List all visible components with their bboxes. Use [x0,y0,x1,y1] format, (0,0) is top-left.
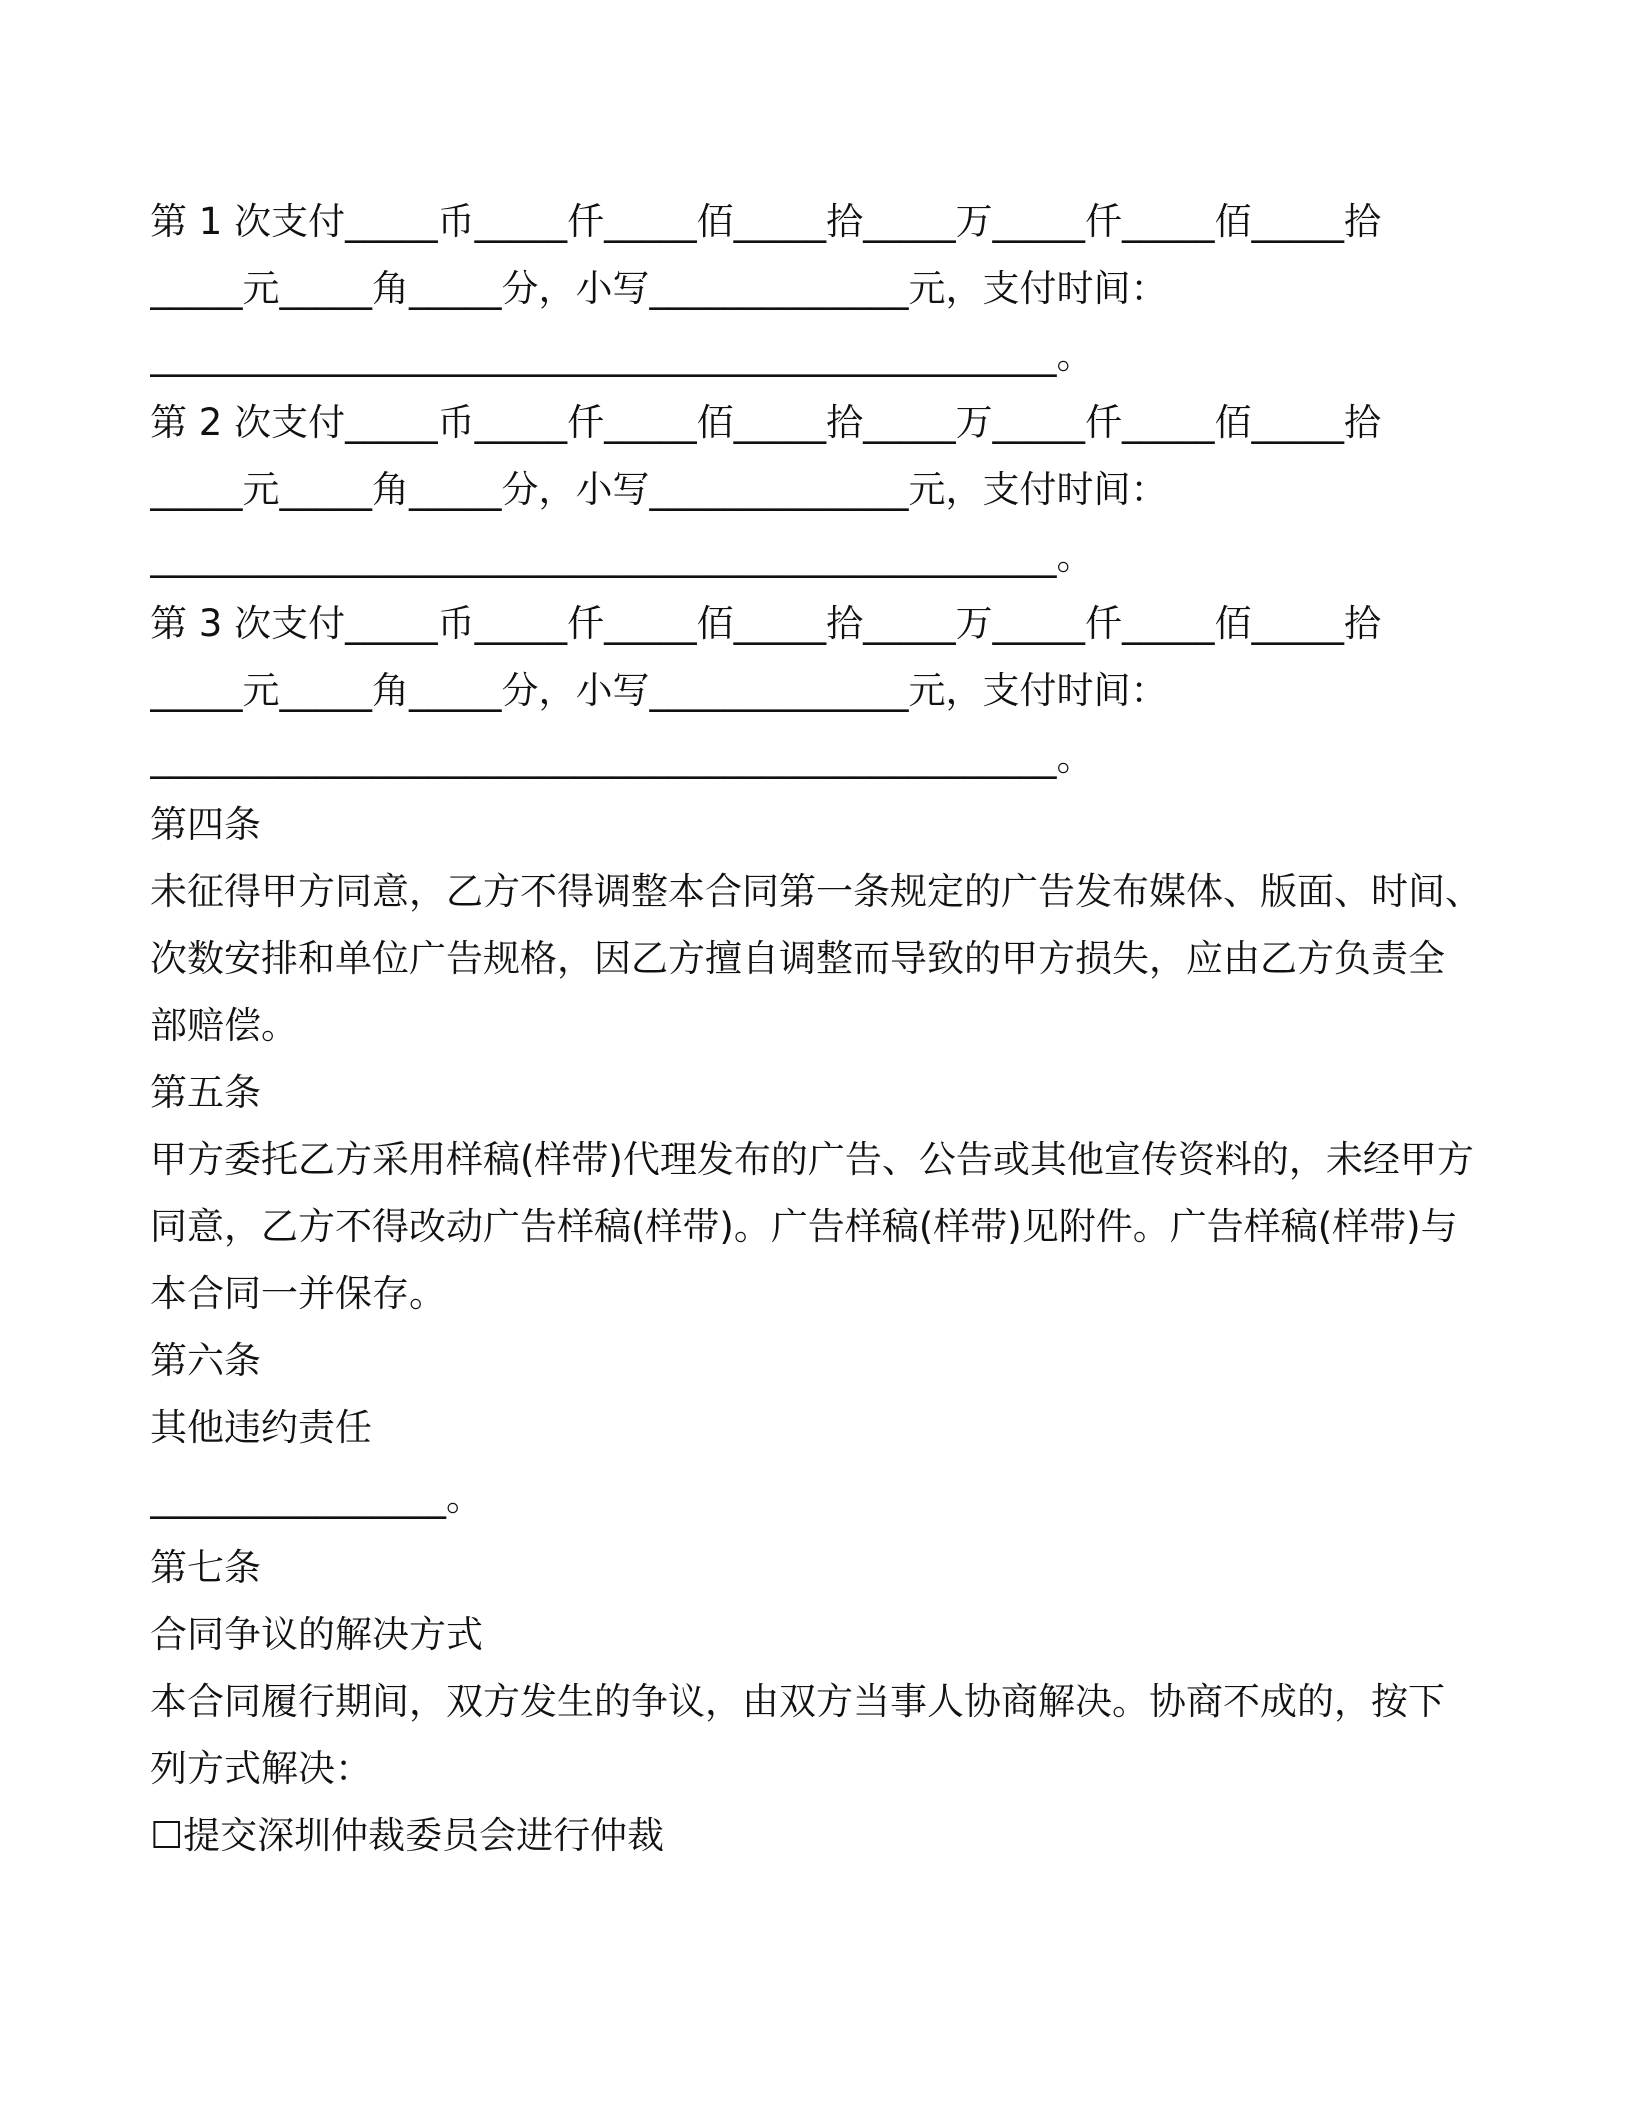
article-4 [150,791,1490,1059]
payment-2-small-amount-line: _____元_____角_____分，小写______________元，支付时间： [150,468,1168,511]
article-7-text-line-2: 列方式解决： [150,1747,372,1790]
article-7-text-line-1: 本合同履行期间，双方发生的争议，由双方当事人协商解决。协商不成的，按下 [150,1680,1445,1723]
article-6 [150,1327,1490,1534]
article-6-heading: 第六条 [150,1339,261,1382]
article-7-option-arbitration: ☐提交深圳仲裁委员会进行仲裁 [150,1814,665,1857]
payment-3 [150,590,1490,791]
article-5-text-line-1: 甲方委托乙方采用样稿(样带)代理发布的广告、公告或其他宣传资料的，未经甲方 [150,1138,1474,1181]
article-5-text-line-2: 同意，乙方不得改动广告样稿(样带)。广告样稿(样带)见附件。广告样稿(样带)与 [150,1205,1458,1248]
article-5-heading: 第五条 [150,1071,261,1114]
payment-3-amount-line: 第 3 次支付_____币_____仟_____佰_____拾_____万_____仟_____佰_____拾 [150,602,1382,645]
payment-3-small-amount-line: _____元_____角_____分，小写______________元，支付时间： [150,669,1168,712]
payment-2 [150,389,1490,590]
article-7-heading: 第七条 [150,1546,261,1589]
payment-2-amount-line: 第 2 次支付_____币_____仟_____佰_____拾_____万_____仟_____佰_____拾 [150,401,1382,444]
payment-1-small-amount-line: _____元_____角_____分，小写______________元，支付时间： [150,267,1168,310]
payment-1-amount-line: 第 1 次支付_____币_____仟_____佰_____拾_____万_____仟_____佰_____拾 [150,200,1382,243]
payment-3-time-line: _________________________________________________。 [150,736,1094,779]
article-7-title: 合同争议的解决方式 [150,1613,483,1656]
article-5-text-line-3: 本合同一并保存。 [150,1272,446,1315]
article-4-text-line-2: 次数安排和单位广告规格，因乙方擅自调整而导致的甲方损失，应由乙方负责全 [150,937,1445,980]
article-6-title: 其他违约责任 [150,1406,372,1449]
document-page [150,188,1490,1869]
payment-1 [150,188,1490,389]
article-7 [150,1534,1490,1869]
article-4-text-line-1: 未征得甲方同意，乙方不得调整本合同第一条规定的广告发布媒体、版面、时间、 [150,870,1482,913]
article-5 [150,1059,1490,1327]
article-4-text-line-3: 部赔偿。 [150,1004,298,1047]
payment-2-time-line: _________________________________________________。 [150,535,1094,578]
article-6-blank-line: ________________。 [150,1476,483,1519]
article-4-heading: 第四条 [150,803,261,846]
payment-1-time-line: _________________________________________________。 [150,334,1094,377]
